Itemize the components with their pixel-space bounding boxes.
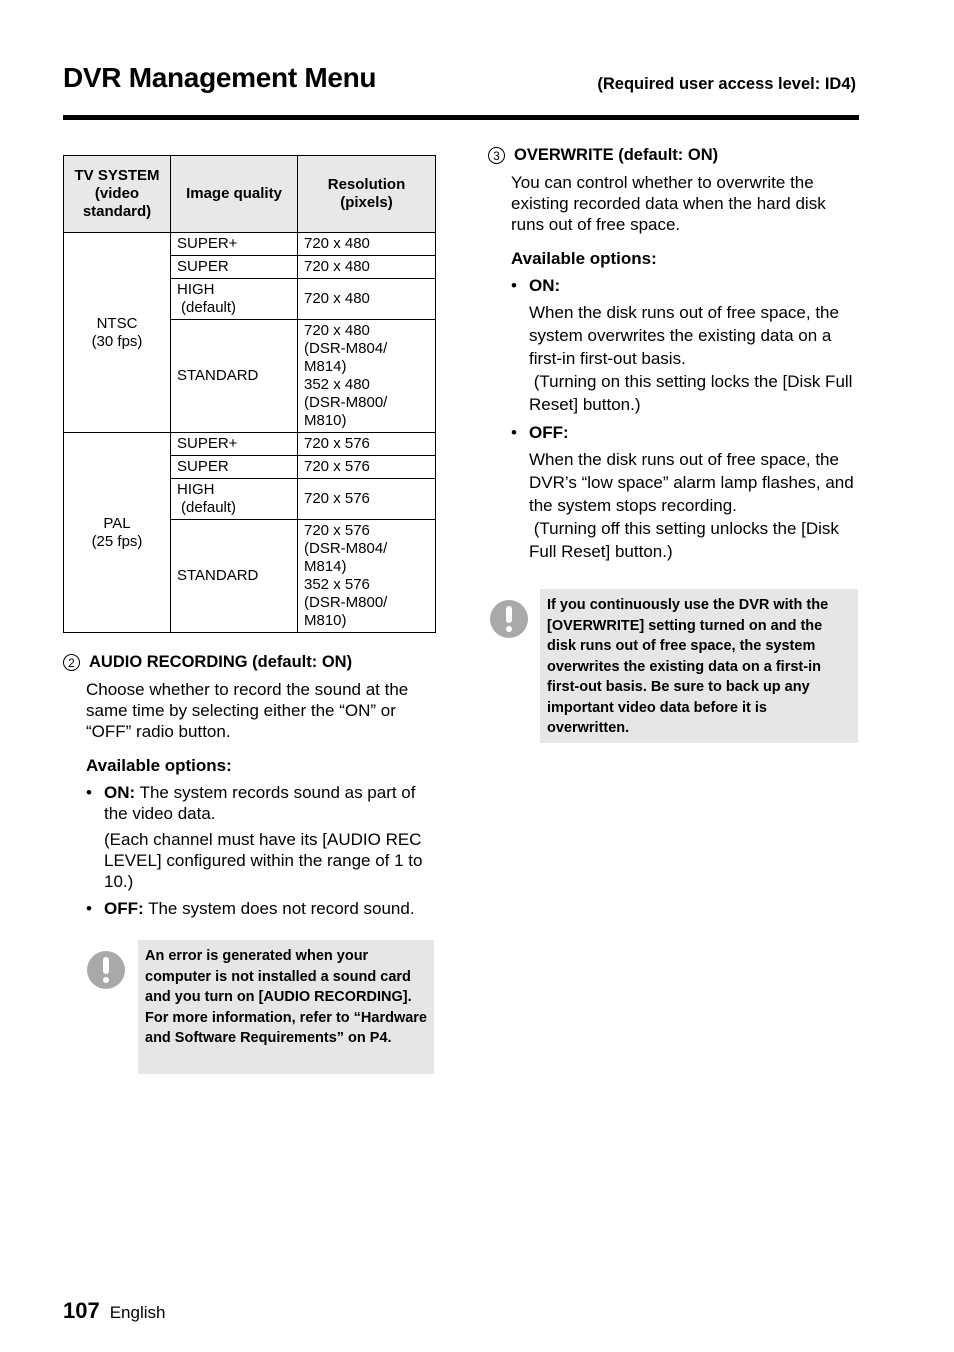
resolution-cell <box>298 433 436 456</box>
quality-note: (default) <box>181 499 237 516</box>
resolution-cell <box>298 256 436 279</box>
overwrite-available-label: Available options: <box>511 249 657 268</box>
tv-system-cell <box>64 433 171 633</box>
overwrite-section <box>488 145 863 563</box>
audio-available-label: Available options: <box>86 756 232 775</box>
resolution-line: 720 x 576 <box>304 458 370 475</box>
resolution-cell <box>298 479 436 520</box>
page-footer <box>63 1298 165 1324</box>
image-quality-cell <box>171 520 298 633</box>
quality-label: SUPER <box>177 258 229 275</box>
option-text: The system records sound as part of the video data. <box>104 783 416 823</box>
image-quality-cell <box>171 456 298 479</box>
option-label: OFF: <box>529 423 569 442</box>
image-quality-cell <box>171 433 298 456</box>
warning-icon <box>490 600 528 638</box>
resolution-line: 720 x 480 <box>304 290 370 307</box>
resolution-line: (DSR-M800/ <box>304 594 388 611</box>
audio-recording-section <box>63 652 438 919</box>
tv-system-name: NTSC <box>96 314 138 332</box>
option-label: ON: <box>529 276 561 295</box>
resolution-line: M810) <box>304 412 347 429</box>
resolution-line: M814) <box>304 358 347 375</box>
resolution-line: 720 x 576 <box>304 490 370 507</box>
resolution-line: (DSR-M800/ <box>304 394 388 411</box>
resolution-cell <box>298 279 436 320</box>
resolution-table <box>63 155 436 633</box>
resolution-cell <box>298 520 436 633</box>
resolution-cell <box>298 456 436 479</box>
overwrite-option-off: • OFF: <box>511 423 569 442</box>
page-number: 107 <box>63 1298 100 1323</box>
overwrite-on-extra: (Turning on this setting locks the [Disk Full Reset] button.) <box>529 372 858 414</box>
overwrite-description: You can control whether to overwrite the existing recorded data when the hard disk runs out of free space. <box>511 173 826 234</box>
resolution-line: 720 x 480 <box>304 235 370 252</box>
audio-heading <box>63 652 438 673</box>
overwrite-heading <box>488 145 863 166</box>
header-tv-system: TV SYSTEM (video standard) <box>64 156 171 233</box>
tv-system-fps: (30 fps) <box>91 332 143 350</box>
table-header-row <box>64 156 436 233</box>
section-number: 3 <box>488 147 505 164</box>
resolution-line: 720 x 576 <box>304 522 370 539</box>
resolution-cell <box>298 320 436 433</box>
audio-description: Choose whether to record the sound at the same time by selecting either the “ON” or “OFF” radio button. <box>86 680 409 741</box>
header-resolution: Resolution (pixels) <box>298 156 436 233</box>
overwrite-note: If you continuously use the DVR with the [OVERWRITE] setting turned on and the disk runs out of free space, the system overwrites the existing data on a first-in first-out basis. Be sure to back up any important video data before it is overwritten. <box>540 589 858 743</box>
tv-system-fps: (25 fps) <box>91 532 143 550</box>
overwrite-option-on: • ON: <box>511 276 561 295</box>
quality-note: (default) <box>181 299 237 316</box>
header-rule <box>63 115 859 120</box>
image-quality-cell <box>171 256 298 279</box>
quality-label: SUPER <box>177 458 229 475</box>
table-body <box>64 233 436 633</box>
quality-label: STANDARD <box>177 567 259 584</box>
access-level: (Required user access level: ID4) <box>597 75 856 93</box>
header-image-quality: Image quality <box>171 156 298 233</box>
resolution-line: M814) <box>304 558 347 575</box>
audio-note: An error is generated when your computer is not installed a sound card and you turn on [AUDIO RECORDING]. For more information, refer to “Hardware and Software Requirements” on P4. <box>138 940 434 1074</box>
quality-label: SUPER+ <box>177 235 238 252</box>
overwrite-heading-text: OVERWRITE (default: ON) <box>514 146 719 164</box>
audio-heading-text: AUDIO RECORDING (default: ON) <box>89 653 353 671</box>
quality-label: STANDARD <box>177 367 259 384</box>
image-quality-cell <box>171 479 298 520</box>
quality-label: HIGH <box>177 281 215 298</box>
resolution-line: (DSR-M804/ <box>304 540 388 557</box>
table-row <box>64 233 436 256</box>
audio-option-on: • ON: The system records sound as part of the video data. <box>86 783 416 823</box>
audio-option-off: • OFF: The system does not record sound. <box>86 899 415 918</box>
tv-system-name: PAL <box>103 514 131 532</box>
audio-on-extra: (Each channel must have its [AUDIO REC LEVEL] configured within the range of 1 to 10.) <box>104 830 423 891</box>
table-row <box>64 433 436 456</box>
overwrite-off-extra: (Turning off this setting unlocks the [Disk Full Reset] button.) <box>529 519 844 561</box>
resolution-line: 352 x 480 <box>304 376 370 393</box>
image-quality-cell <box>171 233 298 256</box>
resolution-line: 720 x 480 <box>304 322 370 339</box>
resolution-line: (DSR-M804/ <box>304 340 388 357</box>
resolution-line: 720 x 576 <box>304 435 370 452</box>
image-quality-cell <box>171 279 298 320</box>
option-label: ON: <box>104 783 136 802</box>
warning-icon <box>87 951 125 989</box>
quality-label: SUPER+ <box>177 435 238 452</box>
quality-label: HIGH <box>177 481 215 498</box>
tv-system-cell <box>64 233 171 433</box>
page-language: English <box>109 1303 166 1322</box>
resolution-line: 352 x 576 <box>304 576 370 593</box>
overwrite-off-text: When the disk runs out of free space, the DVR’s “low space” alarm lamp flashes, and the system stops recording. <box>529 450 854 515</box>
resolution-cell <box>298 233 436 256</box>
resolution-line: M810) <box>304 612 347 629</box>
image-quality-cell <box>171 320 298 433</box>
option-text: The system does not record sound. <box>143 899 415 918</box>
page-title: DVR Management Menu <box>63 62 377 93</box>
option-label: OFF: <box>104 899 144 918</box>
resolution-line: 720 x 480 <box>304 258 370 275</box>
section-number: 2 <box>63 654 80 671</box>
overwrite-on-text: When the disk runs out of free space, the system overwrites the existing data on a first-in first-out basis. <box>529 303 839 368</box>
